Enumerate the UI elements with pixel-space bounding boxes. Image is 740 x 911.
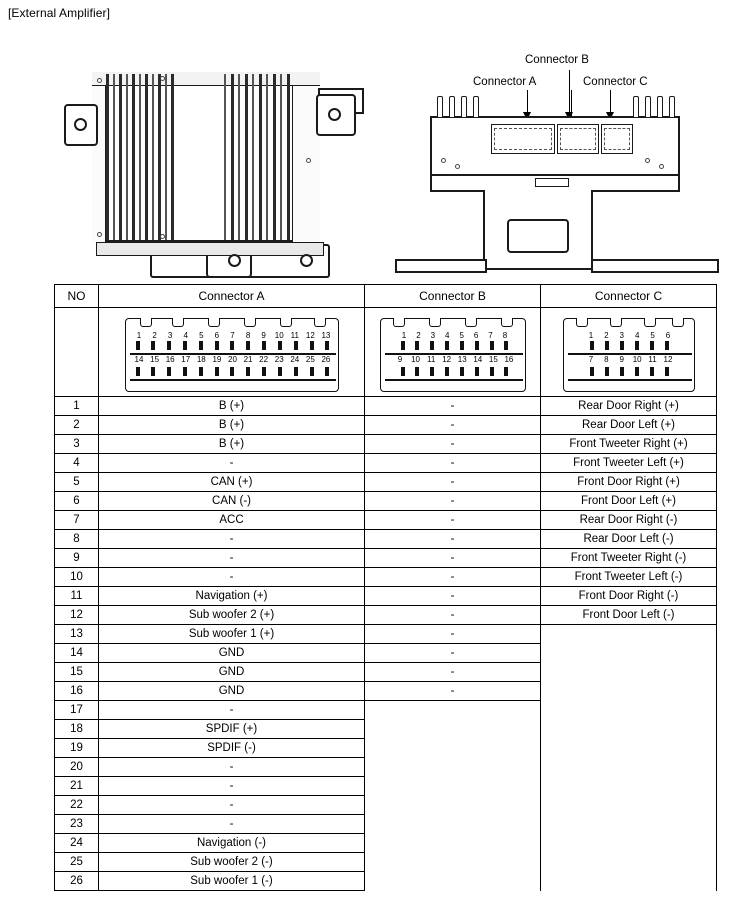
cell-connector-c: Front Door Right (-) [541,587,717,606]
header-connector-b: Connector B [365,285,541,308]
table-row [55,454,717,473]
connector-c-diagram [563,308,695,396]
table-row [55,435,717,454]
table-row [55,473,717,492]
cell-connector-c [541,777,717,796]
cell-connector-b [365,853,541,872]
pin-blade [136,341,140,350]
cell-connector-a: - [99,815,365,834]
pin-blade [278,367,282,376]
cell-connector-a: GND [99,682,365,701]
cell-connector-c: Rear Door Right (+) [541,397,717,416]
pin-blade [590,367,594,376]
cell-connector-b: - [365,511,541,530]
cell-connector-a: B (+) [99,416,365,435]
pin-blade [136,367,140,376]
pin-blade [665,341,669,350]
cell-pin-number: 11 [55,587,99,606]
cell-pin-number: 2 [55,416,99,435]
pin-number: 12 [663,355,673,364]
cell-connector-a: Navigation (-) [99,834,365,853]
table-header-row [55,285,717,308]
pin-blade [151,367,155,376]
table-row [55,758,717,777]
connector-b-port [557,124,599,154]
front-view-label-plate [507,219,569,253]
pin-number: 2 [152,331,157,340]
cell-connector-a: B (+) [99,435,365,454]
pin-blade [490,367,494,376]
pin-number: 5 [199,331,204,340]
cell-connector-b: - [365,492,541,511]
pin-number: 7 [488,331,493,340]
cell-connector-b: - [365,587,541,606]
pin-number: 16 [165,355,175,364]
screw-icon [455,164,460,169]
cell-pin-number: 22 [55,796,99,815]
pin-number: 8 [604,355,609,364]
cell-connector-a: - [99,701,365,720]
cell-connector-a: GND [99,663,365,682]
cell-connector-c [541,815,717,834]
front-view-foot-right [591,259,719,273]
mounting-hole [300,254,313,267]
cell-connector-a: Sub woofer 1 (-) [99,872,365,891]
pin-blade [151,341,155,350]
cell-connector-c [541,834,717,853]
cell-connector-b [365,834,541,853]
table-row [55,720,717,739]
cell-pin-number: 16 [55,682,99,701]
pin-blade [199,341,203,350]
table-row [55,815,717,834]
cell-connector-a: B (+) [99,397,365,416]
cell-pin-number: 8 [55,530,99,549]
pin-blade [445,367,449,376]
cell-connector-b: - [365,606,541,625]
pin-number: 19 [212,355,222,364]
pin-blade [230,341,234,350]
amplifier-3d-view [60,46,360,281]
pin-blade [605,367,609,376]
cell-connector-a: - [99,777,365,796]
pin-blade [460,367,464,376]
callout-connector-c: Connector C [583,76,648,88]
pin-number: 4 [445,331,450,340]
pin-blade [310,367,314,376]
pin-blade [590,341,594,350]
pin-blade [504,341,508,350]
pin-number: 14 [134,355,144,364]
cell-connector-b: - [365,625,541,644]
table-row [55,834,717,853]
pin-blade [620,367,624,376]
front-view-body [430,116,680,176]
table-row [55,397,717,416]
pin-blade [635,341,639,350]
connector-c-port [601,124,633,154]
page-title: [External Amplifier] [8,6,111,20]
cell-pin-number: 5 [55,473,99,492]
table-row [55,511,717,530]
table-row [55,701,717,720]
mounting-hole [328,108,341,121]
pin-number: 12 [305,331,315,340]
cell-connector-b: - [365,473,541,492]
pin-number: 5 [650,331,655,340]
pinout-table [54,284,717,891]
table-row [55,416,717,435]
cell-connector-a: - [99,568,365,587]
pin-blade [167,367,171,376]
cell-connector-b [365,739,541,758]
screw-icon [160,76,165,81]
cell-connector-a: SPDIF (+) [99,720,365,739]
cell-connector-b: - [365,644,541,663]
pin-number: 1 [136,331,142,340]
cell-pin-number: 4 [55,454,99,473]
pin-blade [183,367,187,376]
cell-pin-number: 7 [55,511,99,530]
pin-blade [430,341,434,350]
callout-connector-b: Connector B [525,54,589,66]
cell-pin-number: 6 [55,492,99,511]
table-row [55,796,717,815]
pin-blade [325,341,329,350]
pin-number: 20 [228,355,237,364]
table-row [55,663,717,682]
cell-connector-b [365,701,541,720]
cell-pin-number: 13 [55,625,99,644]
cell-connector-b: - [365,663,541,682]
cell-connector-a: ACC [99,511,365,530]
screw-icon [97,232,102,237]
screw-icon [160,234,165,239]
pin-blade [415,367,419,376]
table-row [55,530,717,549]
cell-pin-number: 25 [55,853,99,872]
table-row [55,568,717,587]
cell-connector-a: Navigation (+) [99,587,365,606]
pin-blade [605,341,609,350]
table-row [55,644,717,663]
cell-connector-c [541,682,717,701]
pin-number: 11 [290,331,299,340]
cell-connector-c [541,758,717,777]
screw-icon [306,158,311,163]
cell-connector-c: Rear Door Left (+) [541,416,717,435]
cell-pin-number: 3 [55,435,99,454]
pin-blade [215,341,219,350]
cell-connector-b [365,758,541,777]
table-row [55,682,717,701]
header-connector-c: Connector C [541,285,717,308]
pin-number: 2 [416,331,421,340]
pin-blade [650,341,654,350]
cell-pin-number: 24 [55,834,99,853]
cell-connector-c: Front Tweeter Left (-) [541,568,717,587]
cell-connector-a: CAN (-) [99,492,365,511]
pin-blade [262,341,266,350]
pin-blade [230,367,234,376]
cell-connector-b: - [365,682,541,701]
cell-connector-b [365,815,541,834]
pin-number: 1 [401,331,407,340]
cell-connector-c [541,644,717,663]
pin-blade [401,341,405,350]
cell-connector-c [541,625,717,644]
callout-leader-b [569,70,570,94]
cell-connector-b: - [365,416,541,435]
pin-number: 8 [245,331,251,340]
pin-number: 4 [183,331,188,340]
pin-number: 7 [230,331,235,340]
pin-blade [167,341,171,350]
pin-number: 25 [305,355,315,364]
pin-blade [415,341,419,350]
cell-connector-b: - [365,568,541,587]
cell-connector-a: - [99,758,365,777]
cell-pin-number: 21 [55,777,99,796]
connector-a-diagram [125,308,339,396]
pin-number: 9 [261,331,266,340]
mounting-hole [228,254,241,267]
pin-number: 5 [459,331,464,340]
cell-connector-c: Front Tweeter Left (+) [541,454,717,473]
illustration-area [0,26,740,276]
pin-number: 26 [321,355,331,364]
cell-connector-c [541,796,717,815]
cell-connector-a: SPDIF (-) [99,739,365,758]
header-connector-a: Connector A [99,285,365,308]
pin-number: 9 [619,355,624,364]
cell-pin-number: 12 [55,606,99,625]
pin-number: 3 [619,331,624,340]
pin-blade [262,367,266,376]
pin-blade [490,341,494,350]
pin-number: 23 [274,355,284,364]
connector-a-port [491,124,555,154]
table-row [55,777,717,796]
pin-blade [475,367,479,376]
table-row [55,606,717,625]
cell-pin-number: 23 [55,815,99,834]
cell-pin-number: 18 [55,720,99,739]
screw-icon [441,158,446,163]
front-view-slot [535,178,569,187]
table-row [55,625,717,644]
cell-connector-c [541,739,717,758]
cell-pin-number: 14 [55,644,99,663]
pin-blade [325,367,329,376]
cell-connector-b [365,720,541,739]
cell-connector-b: - [365,530,541,549]
cell-pin-number: 9 [55,549,99,568]
cell-connector-c [541,853,717,872]
pin-blade [278,341,282,350]
heat-sink-fins [104,74,294,240]
pin-blade [475,341,479,350]
pin-number: 15 [150,355,160,364]
cell-pin-number: 15 [55,663,99,682]
cell-connector-b: - [365,397,541,416]
pin-blade [430,367,434,376]
pin-number: 6 [214,331,220,340]
connector-b-diagram [380,308,526,396]
pin-number: 1 [588,331,594,340]
connector-b-diagram-cell [365,308,541,397]
cell-connector-c: Front Door Left (-) [541,606,717,625]
pin-blade [445,341,449,350]
pin-number: 2 [604,331,609,340]
header-no: NO [55,285,99,308]
cell-connector-a: Sub woofer 2 (+) [99,606,365,625]
cell-connector-a: GND [99,644,365,663]
connector-c-diagram-cell [541,308,717,397]
cell-pin-number: 19 [55,739,99,758]
screw-icon [659,164,664,169]
mounting-hole [74,118,87,131]
cell-connector-b [365,872,541,891]
pin-number: 10 [411,355,421,364]
cell-connector-b: - [365,435,541,454]
connector-a-diagram-cell [99,308,365,397]
pin-number: 17 [181,355,191,364]
cell-connector-c: Front Door Right (+) [541,473,717,492]
cell-connector-a: Sub woofer 1 (+) [99,625,365,644]
screw-icon [97,78,102,83]
pin-blade [294,367,298,376]
pin-number: 11 [426,355,436,364]
pin-number: 6 [665,331,671,340]
cell-connector-a: Sub woofer 2 (-) [99,853,365,872]
cell-connector-b [365,796,541,815]
pin-number: 10 [632,355,642,364]
pin-number: 18 [196,355,206,364]
front-view-foot-left [395,259,487,273]
pin-blade [665,367,669,376]
pin-number: 13 [321,331,331,340]
table-row [55,853,717,872]
cell-connector-c: Front Tweeter Right (-) [541,549,717,568]
table-row [55,872,717,891]
cell-connector-c: Rear Door Left (-) [541,530,717,549]
pin-number: 14 [473,355,483,364]
pin-number: 11 [648,355,657,364]
amplifier-bottom-edge [96,242,324,256]
diagram-cell-empty [55,308,99,397]
pin-number: 24 [290,355,300,364]
pin-blade [199,367,203,376]
pin-blade [460,341,464,350]
cell-pin-number: 26 [55,872,99,891]
callout-connector-a: Connector A [473,76,537,88]
cell-connector-c: Rear Door Right (-) [541,511,717,530]
pin-blade [294,341,298,350]
pin-blade [246,367,250,376]
cell-connector-a: CAN (+) [99,473,365,492]
cell-pin-number: 17 [55,701,99,720]
cell-connector-c: Front Tweeter Right (+) [541,435,717,454]
cell-connector-c [541,872,717,891]
table-row [55,492,717,511]
connector-diagram-row [55,308,717,397]
pin-blade [183,341,187,350]
cell-connector-c [541,701,717,720]
screw-icon [645,158,650,163]
pin-blade [310,341,314,350]
pin-number: 8 [502,331,508,340]
cell-connector-c [541,663,717,682]
cell-connector-a: - [99,454,365,473]
cell-connector-a: - [99,549,365,568]
pin-blade [215,367,219,376]
table-row [55,739,717,758]
cell-connector-a: - [99,530,365,549]
cell-connector-c [541,720,717,739]
pin-number: 9 [397,355,403,364]
cell-connector-c: Front Door Left (+) [541,492,717,511]
pin-blade [401,367,405,376]
amplifier-front-view [395,54,725,274]
cell-connector-b: - [365,549,541,568]
pin-number: 4 [634,331,640,340]
pin-number: 22 [259,355,269,364]
cell-pin-number: 10 [55,568,99,587]
cell-pin-number: 1 [55,397,99,416]
pin-number: 3 [430,331,436,340]
pin-number: 7 [588,355,594,364]
pin-blade [620,341,624,350]
cell-connector-b: - [365,454,541,473]
pin-number: 6 [473,331,479,340]
pin-number: 21 [243,355,253,364]
pin-number: 13 [457,355,467,364]
cell-connector-a: - [99,796,365,815]
table-row [55,587,717,606]
table-row [55,549,717,568]
pin-blade [246,341,250,350]
pin-blade [635,367,639,376]
cell-pin-number: 20 [55,758,99,777]
pin-blade [650,367,654,376]
pin-number: 12 [442,355,452,364]
pin-number: 3 [167,331,173,340]
pin-blade [504,367,508,376]
pin-number: 16 [504,355,514,364]
pin-number: 15 [488,355,498,364]
cell-connector-b [365,777,541,796]
pin-number: 10 [274,331,284,340]
